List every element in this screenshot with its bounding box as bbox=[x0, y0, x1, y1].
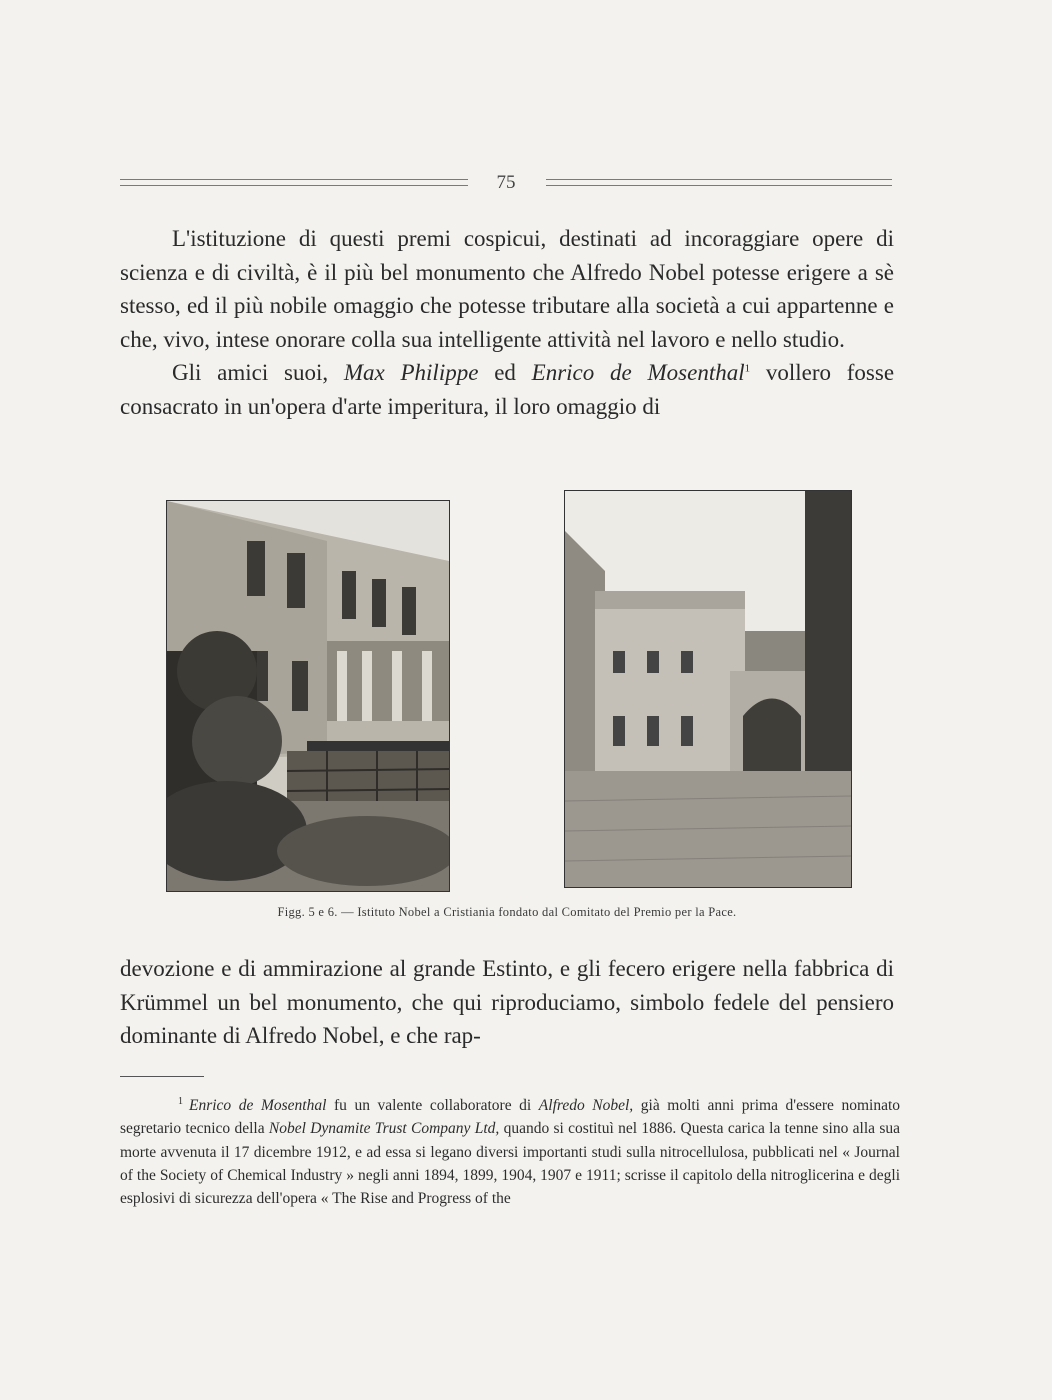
name-max-philippe: Max Philippe bbox=[343, 360, 479, 385]
paragraph-2: Gli amici suoi, Max Philippe ed Enrico de Mosenthal$^1$ vollero fosse consacrato in un'opera d'arte imperitura, il loro omaggio di bbox=[120, 360, 895, 419]
footnote: $^1$ Enrico de Mosenthal fu un valente collaboratore di Alfredo Nobel, già molti anni prima d'essere nominato segretario tecnico della Nobel Dynamite Trust Company Ltd, quando si costituì nel 1886. Questa carica la tenne sino alla sua morte avvenuta il 17 dicembre 1912, e ad essa si legano diversi importanti studi sulla nitrocellulosa, pubblicati nel « Journal of the Society of Chemical Industry » negli anni 1894, 1899, 1904, 1907 e 1911; scrisse il capitolo della nitroglicerina e degli esplosivi di sicurezza dell'opera « The Rise and Progress of the bbox=[120, 1096, 901, 1207]
header-rule-right bbox=[546, 179, 892, 186]
body-paragraphs-bottom bbox=[120, 952, 894, 1053]
photo-nobel-institute-facade bbox=[166, 500, 450, 892]
footnote-reference: 1 bbox=[744, 362, 751, 375]
body-paragraphs-top bbox=[120, 222, 894, 423]
page-header bbox=[120, 172, 892, 196]
paragraph-3: devozione e di ammirazione al grande Estinto, e gli fecero erigere nella fabbrica di Krümmel un bel monumento, che qui riproduciamo, simbolo fedele del pensiero dominante di Alfredo Nobel, e che rap- bbox=[120, 956, 894, 1048]
paragraph-1: L'istituzione di questi premi cospicui, destinati ad incoraggiare opere di scienza e di civiltà, è il più bel monumento che Alfredo Nobel potesse erigere a sè stesso, ed il più nobile omaggio che potesse tributare alla società a cui appartenne e che, vivo, intese onorare colla sua intelligente attività nel lavoro e nello studio. bbox=[120, 226, 894, 352]
footnote-rule bbox=[120, 1076, 204, 1077]
footnote-mark: 1 bbox=[178, 1096, 183, 1107]
name-enrico-de-mosenthal: Enrico de Mosenthal bbox=[531, 360, 745, 385]
page-number: 75 bbox=[496, 172, 516, 193]
header-rule-left bbox=[120, 179, 468, 186]
figure-caption: Figg. 5 e 6. — Istituto Nobel a Cristiania fondato dal Comitato del Premio per la Pace. bbox=[277, 905, 737, 919]
photo-nobel-institute-courtyard bbox=[564, 490, 852, 888]
